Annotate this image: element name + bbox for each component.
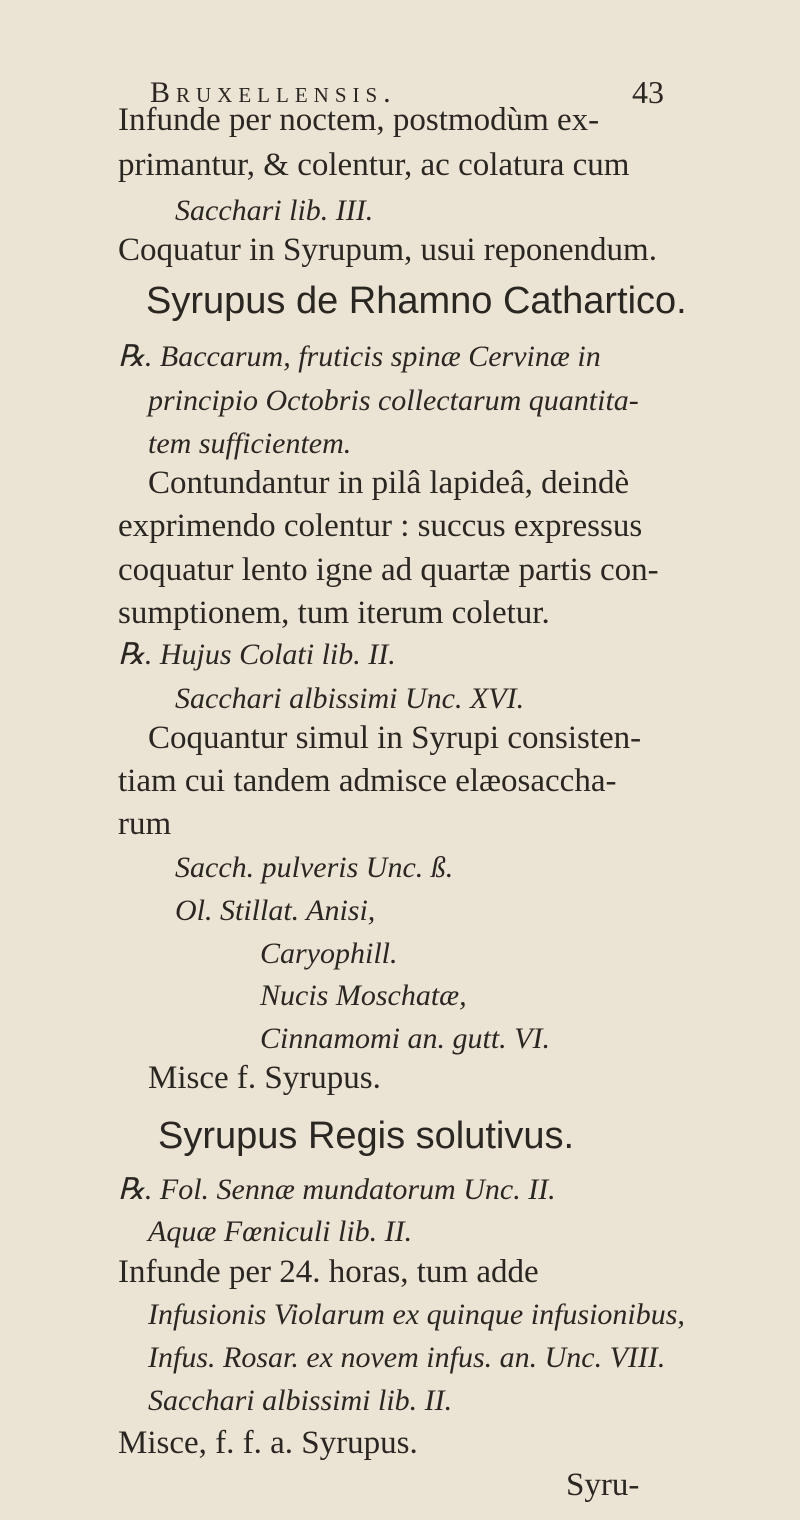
catchword: Syru- — [566, 1467, 640, 1504]
text-line: Misce, f. f. a. Syrupus. — [118, 1425, 418, 1462]
text-line: Infunde per noctem, postmodùm ex- — [118, 101, 600, 138]
text-line: exprimendo colentur : succus expressus — [118, 508, 643, 545]
text-line: primantur, & colentur, ac colatura cum — [118, 146, 630, 183]
text-line: Sacchari lib. III. — [175, 193, 374, 227]
text-line: Contundantur in pilâ lapideâ, deindè — [148, 465, 630, 502]
text-line: Cinnamomi an. gutt. VI. — [260, 1022, 550, 1056]
text-line: rum — [118, 805, 172, 842]
text-line: Nucis Moschatæ, — [260, 979, 467, 1013]
text-line: coquatur lento igne ad quartæ partis con- — [118, 551, 659, 588]
text-line: Infus. Rosar. ex novem infus. an. Unc. VIII. — [148, 1340, 666, 1374]
text-line: Coquatur in Syrupum, usui reponendum. — [118, 232, 657, 269]
text-line: ℞. Baccarum, fruticis spinæ Cervinæ in — [118, 339, 601, 373]
text-line: Ol. Stillat. Anisi, — [175, 893, 376, 927]
section-title: Syrupus Regis solutivus. — [158, 1115, 575, 1158]
running-title: Bruxellensis. — [150, 75, 397, 109]
text-line: Sacchari albissimi Unc. XVI. — [175, 681, 525, 715]
text-line: Infusionis Violarum ex quinque infusionibus, — [148, 1298, 685, 1332]
text-line: Misce f. Syrupus. — [148, 1060, 381, 1097]
text-line: tem sufficientem. — [148, 427, 352, 461]
text-line: Caryophill. — [260, 936, 398, 970]
text-line: principio Octobris collectarum quantita- — [148, 383, 639, 417]
text-line: ℞. Fol. Sennæ mundatorum Unc. II. — [118, 1172, 556, 1206]
page-number: 43 — [632, 74, 664, 110]
text-line: ℞. Hujus Colati lib. II. — [118, 638, 396, 672]
text-line: Coquantur simul in Syrupi consisten- — [148, 720, 642, 756]
text-line: sumptionem, tum iterum coletur. — [118, 594, 550, 631]
text-line: Infunde per 24. horas, tum adde — [118, 1253, 539, 1290]
text-line: Aquæ Fœniculi lib. II. — [148, 1215, 413, 1249]
text-line: Sacch. pulveris Unc. ß. — [175, 851, 454, 885]
section-title: Syrupus de Rhamno Cathartico. — [146, 280, 687, 323]
text-line: Sacchari albissimi lib. II. — [148, 1383, 453, 1417]
text-line: tiam cui tandem admisce elæosaccha- — [118, 762, 617, 799]
